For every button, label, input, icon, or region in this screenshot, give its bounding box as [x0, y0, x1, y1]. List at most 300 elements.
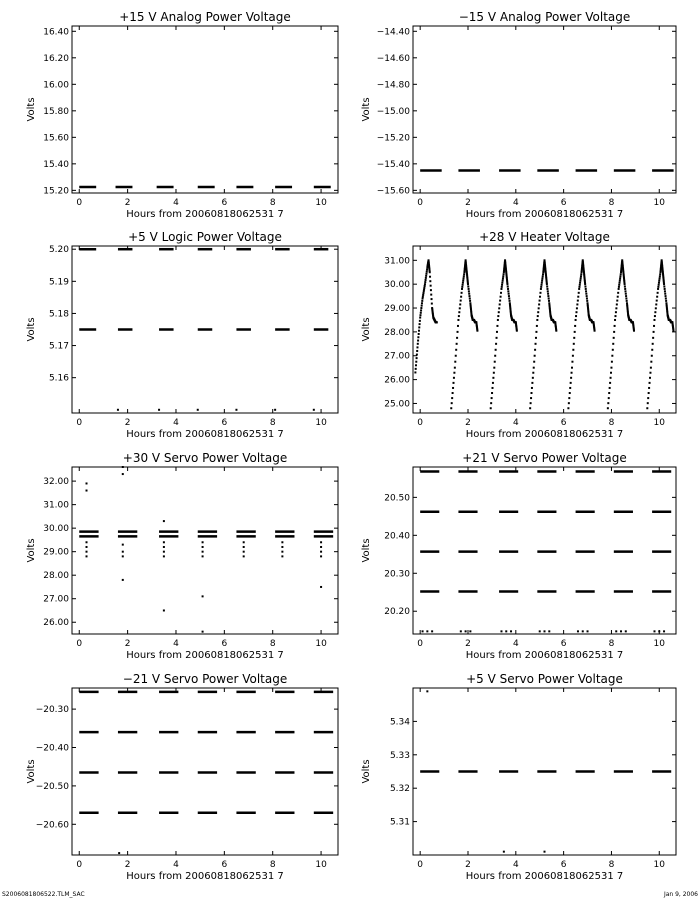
- y-tick-label: 27.00: [384, 351, 410, 362]
- data-point: [658, 284, 660, 286]
- data-point: [497, 319, 499, 321]
- y-tick-label: −15.20: [376, 133, 410, 144]
- x-tick-label: 2: [124, 418, 131, 428]
- y-tick-label: 20.20: [384, 607, 410, 618]
- x-tick-label: 2: [465, 198, 471, 208]
- x-tick-label: 4: [512, 198, 519, 208]
- data-point: [626, 300, 628, 302]
- x-axis-label: Hours from 20060818062531 7: [465, 650, 624, 661]
- x-tick-label: 2: [465, 418, 471, 428]
- data-point: [570, 382, 572, 384]
- data-point: [117, 409, 119, 411]
- data-point: [574, 331, 576, 333]
- plot-frame: [72, 467, 338, 634]
- data-point: [500, 288, 502, 290]
- data-point: [664, 290, 666, 292]
- data-point: [202, 631, 204, 633]
- data-point: [505, 630, 507, 632]
- data-point: [122, 466, 124, 468]
- data-point: [540, 288, 542, 290]
- data-point: [243, 555, 245, 557]
- data-point: [496, 331, 498, 333]
- data-point: [426, 630, 428, 632]
- data-point: [418, 326, 420, 328]
- data-point: [568, 397, 570, 399]
- data-point: [281, 546, 283, 548]
- data-point: [456, 343, 458, 345]
- data-point: [567, 407, 569, 409]
- data-point: [423, 290, 425, 292]
- data-point: [624, 288, 626, 290]
- y-axis-label: Volts: [361, 759, 372, 784]
- data-point: [463, 275, 465, 277]
- data-point: [657, 292, 659, 294]
- data-point: [530, 402, 532, 404]
- data-point: [416, 346, 418, 348]
- data-point: [86, 555, 88, 557]
- data-point: [572, 355, 574, 357]
- data-point: [452, 392, 454, 394]
- data-point: [579, 284, 581, 286]
- x-tick-label: 2: [124, 198, 131, 208]
- data-point: [620, 630, 622, 632]
- x-axis-label: Hours from 20060818062531 7: [126, 429, 284, 440]
- data-point: [313, 409, 315, 411]
- x-tick-label: 6: [560, 860, 567, 870]
- data-point: [625, 297, 627, 299]
- data-point: [619, 282, 621, 284]
- chart-title: −21 V Servo Power Voltage: [122, 672, 288, 686]
- data-point: [419, 320, 421, 322]
- data-point: [613, 337, 615, 339]
- x-tick-label: 6: [221, 860, 228, 870]
- data-point: [617, 296, 619, 298]
- y-tick-label: 15.60: [43, 133, 69, 144]
- data-point: [580, 273, 582, 275]
- data-point: [537, 311, 539, 313]
- data-point: [202, 555, 204, 557]
- data-point: [197, 409, 199, 411]
- data-point: [544, 851, 546, 853]
- data-point: [163, 546, 165, 548]
- data-point: [548, 300, 550, 302]
- data-point: [202, 595, 204, 597]
- data-point: [610, 367, 612, 369]
- data-point: [457, 319, 459, 321]
- data-point: [469, 297, 471, 299]
- data-point: [620, 273, 622, 275]
- data-point: [202, 546, 204, 548]
- data-point: [571, 372, 573, 374]
- data-point: [86, 490, 88, 492]
- data-point: [541, 284, 543, 286]
- data-point: [624, 290, 626, 292]
- data-point: [568, 402, 570, 404]
- data-point: [575, 315, 577, 317]
- data-point: [546, 288, 548, 290]
- data-point: [426, 269, 428, 271]
- data-point: [542, 273, 544, 275]
- data-point: [468, 293, 470, 295]
- data-point: [508, 295, 510, 297]
- data-point: [649, 372, 651, 374]
- chart-title: +5 V Servo Power Voltage: [466, 672, 623, 686]
- chart-panel-3: [26, 230, 338, 440]
- plot-frame: [413, 26, 676, 193]
- y-tick-label: 5.18: [48, 309, 69, 320]
- data-point: [451, 397, 453, 399]
- y-tick-label: −20.60: [35, 820, 69, 831]
- data-point: [163, 520, 165, 522]
- data-point: [431, 298, 433, 300]
- data-point: [607, 407, 609, 409]
- data-point: [503, 273, 505, 275]
- data-point: [492, 382, 494, 384]
- data-point: [503, 851, 505, 853]
- data-point: [571, 367, 573, 369]
- data-point: [614, 325, 616, 327]
- data-point: [569, 392, 571, 394]
- data-point: [423, 289, 425, 291]
- y-tick-label: 5.31: [389, 817, 410, 828]
- data-point: [594, 330, 596, 332]
- x-axis-label: Hours from 20060818062531 7: [465, 209, 624, 220]
- data-point: [539, 296, 541, 298]
- data-point: [530, 397, 532, 399]
- data-point: [507, 288, 509, 290]
- data-point: [421, 305, 423, 307]
- data-point: [586, 295, 588, 297]
- data-point: [587, 630, 589, 632]
- data-point: [455, 349, 457, 351]
- data-point: [584, 286, 586, 288]
- data-point: [535, 337, 537, 339]
- data-point: [462, 284, 464, 286]
- data-point: [650, 367, 652, 369]
- data-point: [654, 315, 656, 317]
- data-point: [569, 387, 571, 389]
- data-point: [500, 630, 502, 632]
- data-point: [468, 295, 470, 297]
- data-point: [608, 392, 610, 394]
- y-axis-label: Volts: [361, 317, 372, 342]
- data-point: [665, 295, 667, 297]
- data-point: [648, 392, 650, 394]
- y-tick-label: −14.60: [376, 53, 410, 64]
- y-tick-label: 30.00: [43, 524, 69, 535]
- data-point: [615, 311, 617, 313]
- data-point: [163, 541, 165, 543]
- data-point: [502, 278, 504, 280]
- data-point: [619, 280, 621, 282]
- x-tick-label: 4: [173, 418, 179, 428]
- data-point: [495, 343, 497, 345]
- x-axis-label: Hours from 20060818062531 7: [465, 429, 624, 440]
- data-point: [463, 273, 465, 275]
- y-tick-label: 5.34: [389, 717, 410, 728]
- y-tick-label: 28.00: [384, 327, 410, 338]
- data-point: [547, 293, 549, 295]
- data-point: [585, 293, 587, 295]
- data-point: [453, 377, 455, 379]
- data-point: [584, 283, 586, 285]
- data-point: [496, 325, 498, 327]
- data-point: [420, 312, 422, 314]
- x-tick-label: 4: [173, 198, 179, 208]
- chart-title: +21 V Servo Power Voltage: [462, 451, 627, 465]
- data-point: [532, 377, 534, 379]
- y-tick-label: 29.00: [43, 547, 69, 558]
- y-tick-label: 15.80: [43, 106, 69, 117]
- x-tick-label: 6: [221, 639, 228, 649]
- chart-title: +30 V Servo Power Voltage: [122, 451, 288, 465]
- data-point: [461, 286, 463, 288]
- data-point: [454, 367, 456, 369]
- data-point: [424, 283, 426, 285]
- data-point: [320, 586, 322, 588]
- data-point: [502, 280, 504, 282]
- data-point: [420, 309, 422, 311]
- data-point: [649, 382, 651, 384]
- data-point: [467, 283, 469, 285]
- data-point: [611, 355, 613, 357]
- data-point: [422, 292, 424, 294]
- data-point: [86, 546, 88, 548]
- y-tick-label: 5.32: [389, 784, 410, 795]
- data-point: [86, 541, 88, 543]
- x-tick-label: 6: [560, 198, 567, 208]
- x-tick-label: 6: [560, 639, 567, 649]
- data-point: [496, 337, 498, 339]
- data-point: [619, 278, 621, 280]
- data-point: [548, 297, 550, 299]
- data-point: [501, 282, 503, 284]
- y-tick-label: 25.00: [384, 399, 410, 410]
- y-tick-label: 5.20: [48, 245, 69, 256]
- data-point: [453, 372, 455, 374]
- data-point: [654, 311, 656, 313]
- data-point: [611, 361, 613, 363]
- data-point: [536, 319, 538, 321]
- data-point: [625, 630, 627, 632]
- y-axis-label: Volts: [361, 97, 372, 122]
- data-point: [664, 288, 666, 290]
- data-point: [507, 286, 509, 288]
- data-point: [619, 275, 621, 277]
- data-point: [647, 397, 649, 399]
- data-point: [539, 292, 541, 294]
- data-point: [624, 286, 626, 288]
- x-tick-label: 10: [653, 639, 665, 649]
- y-axis-label: Volts: [26, 97, 37, 122]
- y-tick-label: −15.00: [376, 106, 410, 117]
- data-point: [541, 282, 543, 284]
- data-point: [468, 288, 470, 290]
- data-point: [163, 555, 165, 557]
- data-point: [320, 555, 322, 557]
- y-tick-label: 20.30: [384, 569, 410, 580]
- data-point: [423, 287, 425, 289]
- data-point: [468, 290, 470, 292]
- data-point: [546, 283, 548, 285]
- data-point: [491, 397, 493, 399]
- y-tick-label: 5.33: [389, 750, 410, 761]
- data-point: [578, 292, 580, 294]
- data-point: [646, 407, 648, 409]
- data-point: [664, 293, 666, 295]
- data-point: [202, 541, 204, 543]
- data-point: [612, 343, 614, 345]
- data-point: [516, 330, 518, 332]
- x-axis-label: Hours from 20060818062531 7: [126, 209, 284, 220]
- data-point: [585, 288, 587, 290]
- data-point: [430, 289, 432, 291]
- data-point: [426, 271, 428, 273]
- data-point: [665, 300, 667, 302]
- data-point: [663, 286, 665, 288]
- data-point: [651, 349, 653, 351]
- data-point: [421, 302, 423, 304]
- data-point: [499, 300, 501, 302]
- data-point: [429, 280, 431, 282]
- data-point: [235, 409, 237, 411]
- data-point: [459, 307, 461, 309]
- data-point: [495, 349, 497, 351]
- data-point: [436, 321, 438, 323]
- data-point: [655, 307, 657, 309]
- data-point: [659, 275, 661, 277]
- data-point: [633, 330, 635, 332]
- data-point: [618, 286, 620, 288]
- data-point: [122, 551, 124, 553]
- chart-panel-6: [361, 451, 676, 661]
- x-tick-label: 4: [173, 860, 179, 870]
- data-point: [499, 303, 501, 305]
- data-point: [454, 361, 456, 363]
- data-point: [617, 292, 619, 294]
- data-point: [659, 278, 661, 280]
- data-point: [579, 280, 581, 282]
- data-point: [663, 283, 665, 285]
- y-tick-label: 26.00: [384, 375, 410, 386]
- data-point: [658, 280, 660, 282]
- x-tick-label: 0: [76, 198, 83, 208]
- x-tick-label: 8: [269, 198, 276, 208]
- data-point: [659, 273, 661, 275]
- data-point: [531, 387, 533, 389]
- y-tick-label: 27.00: [43, 594, 69, 605]
- chart-title: +28 V Heater Voltage: [479, 230, 610, 244]
- data-point: [122, 579, 124, 581]
- data-point: [122, 473, 124, 475]
- data-point: [458, 315, 460, 317]
- chart-panel-5: [26, 451, 338, 661]
- data-point: [572, 349, 574, 351]
- data-point: [491, 387, 493, 389]
- data-point: [469, 300, 471, 302]
- y-tick-label: 31.00: [43, 500, 69, 511]
- data-point: [538, 307, 540, 309]
- x-tick-label: 0: [417, 639, 424, 649]
- data-point: [555, 330, 557, 332]
- data-point: [163, 609, 165, 611]
- data-point: [580, 278, 582, 280]
- data-point: [158, 409, 160, 411]
- data-point: [614, 319, 616, 321]
- y-axis-label: Volts: [361, 538, 372, 563]
- data-point: [648, 387, 650, 389]
- data-point: [422, 294, 424, 296]
- data-point: [575, 319, 577, 321]
- data-point: [460, 630, 462, 632]
- data-point: [650, 361, 652, 363]
- data-point: [578, 288, 580, 290]
- data-point: [536, 325, 538, 327]
- data-point: [425, 275, 427, 277]
- data-point: [510, 630, 512, 632]
- y-tick-label: 16.00: [43, 80, 69, 91]
- data-point: [463, 278, 465, 280]
- y-tick-label: 5.16: [48, 373, 69, 384]
- y-tick-label: −20.40: [35, 743, 69, 754]
- data-point: [118, 852, 120, 854]
- data-point: [655, 303, 657, 305]
- y-tick-label: 15.20: [43, 186, 69, 197]
- x-axis-label: Hours from 20060818062531 7: [465, 871, 624, 882]
- data-point: [546, 286, 548, 288]
- data-point: [508, 297, 510, 299]
- x-tick-label: 8: [608, 639, 615, 649]
- x-axis-label: Hours from 20060818062531 7: [126, 650, 284, 661]
- data-point: [467, 286, 469, 288]
- data-point: [422, 296, 424, 298]
- data-point: [657, 288, 659, 290]
- x-tick-label: 10: [315, 198, 327, 208]
- x-tick-label: 2: [465, 639, 471, 649]
- x-tick-label: 6: [221, 198, 228, 208]
- x-tick-label: 0: [76, 639, 83, 649]
- data-point: [501, 286, 503, 288]
- y-tick-label: −14.40: [376, 27, 410, 38]
- x-tick-label: 10: [653, 418, 665, 428]
- data-point: [573, 343, 575, 345]
- data-point: [529, 407, 531, 409]
- data-point: [491, 392, 493, 394]
- data-point: [281, 541, 283, 543]
- chart-title: +15 V Analog Power Voltage: [119, 10, 291, 24]
- y-tick-label: −20.50: [35, 781, 69, 792]
- data-point: [610, 372, 612, 374]
- data-point: [576, 307, 578, 309]
- x-tick-label: 6: [221, 418, 228, 428]
- data-point: [462, 280, 464, 282]
- data-point: [618, 288, 620, 290]
- chart-panel-1: [26, 10, 338, 220]
- y-axis-label: Volts: [26, 317, 37, 342]
- data-point: [547, 295, 549, 297]
- data-point: [507, 290, 509, 292]
- x-tick-label: 4: [512, 418, 519, 428]
- data-point: [539, 300, 541, 302]
- data-point: [586, 300, 588, 302]
- y-tick-label: 31.00: [384, 256, 410, 267]
- data-point: [615, 307, 617, 309]
- y-tick-label: 30.00: [384, 280, 410, 291]
- y-tick-label: 20.40: [384, 531, 410, 542]
- data-point: [320, 541, 322, 543]
- data-point: [548, 630, 550, 632]
- data-point: [419, 314, 421, 316]
